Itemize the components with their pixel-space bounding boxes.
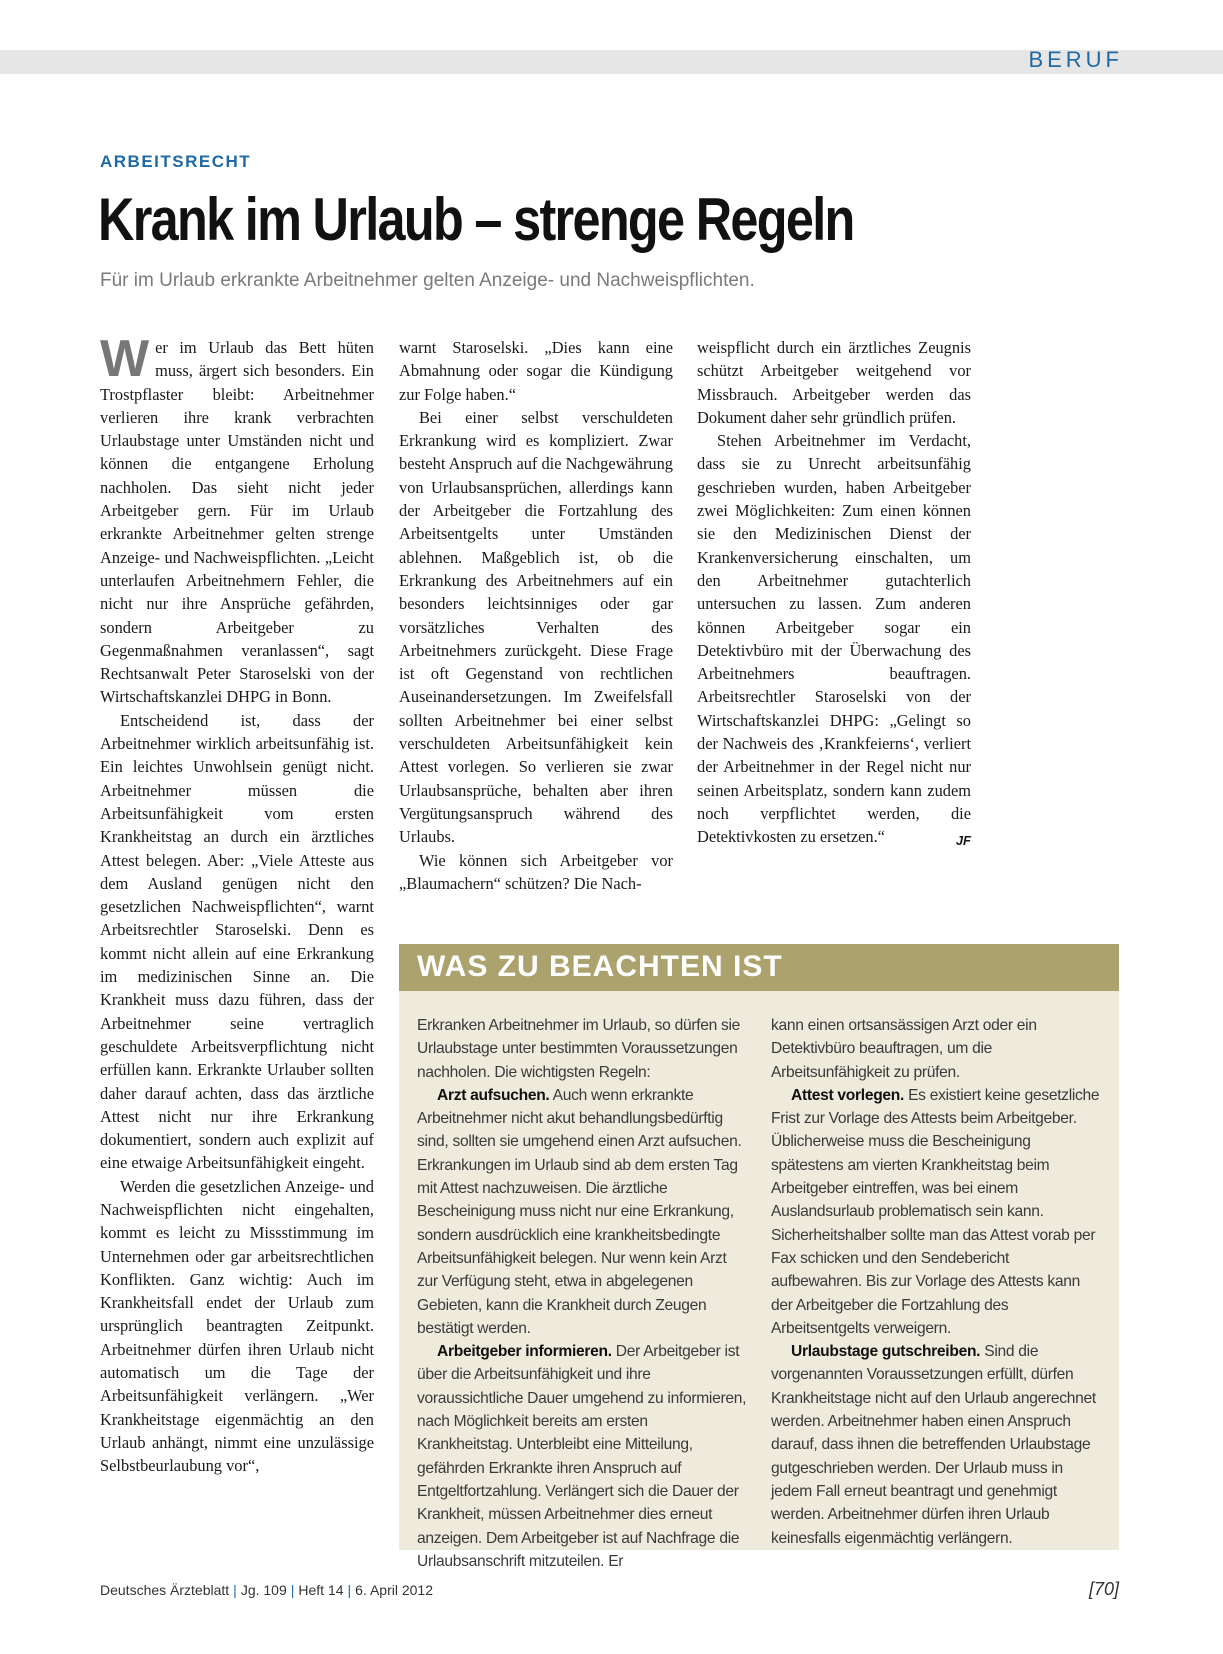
article-column-3 — [697, 336, 971, 852]
info-box-item-continued: kann einen ortsansässigen Arzt oder ein Detektivbüro beauftragen, um die Arbeitsunfähigkeit zu prüfen. — [771, 1017, 1037, 1081]
info-box-item-heading: Arzt aufsuchen. — [437, 1086, 550, 1104]
info-box-column-1 — [417, 1014, 747, 1573]
info-box-item-heading: Arbeitgeber informieren. — [437, 1343, 612, 1361]
info-box-item-text: Es existiert keine gesetzliche Frist zur Vorlage des Attests beim Arbeitgeber. Üblicherweise muss die Bescheinigung spätestens am vierten Krankheitstag beim Arbeitgeber eintreffen, was bei einem Auslandsurlaub problematisch sein kann. Sicherheitshalber sollte man das Attest vorab per Fax schicken und den Sendebericht aufbewahren. Bis zur Vorlage des Attests kann der Arbeitgeber die Fortzahlung des Arbeitsentgelts verweigern. — [771, 1086, 1100, 1337]
info-box-item — [417, 1340, 747, 1573]
paragraph — [100, 330, 374, 709]
paragraph: Bei einer selbst verschuldeten Erkrankung wird es kompliziert. Zwar besteht Anspruch auf die Nachgewährung von Urlaubsansprüchen, allerdings kann der Arbeitgeber die Fortzahlung des Arbeitsentgelts unter Umständen ablehnen. Maßgeblich ist, ob die Erkrankung des Arbeitnehmers auf ein besonders leichtsinniges oder gar vorsätzliches Verhalten des Arbeitnehmers zurückgeht. Diese Frage ist oft Gegenstand von rechtlichen Auseinandersetzungen. Im Zweifelsfall sollten Arbeitnehmer bei einer selbst verschuldeten Arbeitsunfähigkeit kein Attest vorlegen. So verlieren sie zwar Urlaubsansprüche, behalten aber ihren Vergütungsanspruch während des Urlaubs. — [399, 407, 673, 847]
paragraph-text: er im Urlaub das Bett hüten muss, ärgert sich besonders. Ein Trostpflaster bleibt: Arbeitnehmer verlieren ihre krank verbrachten Urlaubstage unter Umständen nicht und können die entgangene Erholung nachholen. Das sieht nicht jeder Arbeitgeber gern. Für im Urlaub erkrankte Arbeitnehmer gelten strenge Anzeige- und Nachweispflichten. „Leicht unterlaufen Arbeitnehmern Fehler, die nicht nur ihre Ansprüche gefährden, sondern Arbeitgeber zu Gegenmaßnahmen veranlassen“, sagt Rechtsanwalt Peter Staroselski von der Wirtschaftskanzlei DHPG in Bonn. — [100, 338, 374, 707]
article-headline: Krank im Urlaub – strenge Regeln — [98, 186, 854, 253]
paragraph: Entscheidend ist, dass der Arbeitnehmer wirklich arbeitsunfähig ist. Ein leichtes Unwohlsein genügt nicht. Arbeitnehmer müssen die Arbeitsunfähigkeit vom ersten Krankheitstag an durch ein ärztliches Attest belegen. Aber: „Viele Atteste aus dem Ausland genügen nicht den gesetzlichen Nachweispflichten“, warnt Arbeitsrechtler Staroselski. Denn es kommt nicht allein auf eine Erkrankung im medizinischen Sinne an. Die Krankheit muss dazu führen, dass der Arbeitnehmer seine vertraglich geschuldete Arbeitsverpflichtung nicht erfüllen kann. Erkrankte Urlauber sollten daher darauf achten, dass das ärztliche Attest nicht nur ihre Erkrankung dokumentiert, sondern auch explizit auf eine etwaige Arbeitsunfähigkeit eingeht. — [100, 710, 374, 1173]
article-kicker: ARBEITSRECHT — [100, 152, 252, 171]
separator: | — [290, 1582, 295, 1598]
footer-volume: Jg. 109 — [240, 1582, 287, 1598]
info-box-item — [417, 1084, 747, 1340]
footer-issue: Heft 14 — [298, 1582, 344, 1598]
info-box-column-2 — [771, 1014, 1101, 1550]
paragraph: weispflicht durch ein ärztliches Zeugnis schützt Arbeitgeber weitgehend vor Missbrauch. Arbeitgeber werden das Dokument daher sehr gründlich prüfen. — [697, 338, 971, 427]
info-box-item-text: Sind die vorgenannten Voraussetzungen erfüllt, dürfen Krankheitstage nicht auf den Urlaub angerechnet werden. Arbeitnehmer haben einen Anspruch darauf, dass ihnen die betreffenden Urlaubstage gutgeschrieben werden. Der Urlaub muss in jedem Fall erneut beantragt und genehmigt werden. Arbeitnehmer dürfen ihren Urlaub keinesfalls eigenmächtig verlängern. — [771, 1343, 1096, 1547]
info-box-item-text: Der Arbeitgeber ist über die Arbeitsunfähigkeit und ihre voraussichtliche Dauer umgehend zu informieren, nach Möglichkeit bereits am ersten Krankheitstag. Unterbleibt eine Mitteilung, gefährden Erkrankte ihren Anspruch auf Entgeltfortzahlung. Verlängert sich die Dauer der Krankheit, müssen Arbeitnehmer dies erneut anzeigen. Dem Arbeitgeber ist auf Nachfrage die Urlaubsanschrift mitzuteilen. Er — [417, 1343, 747, 1570]
info-box-header — [399, 944, 1119, 991]
separator: | — [233, 1582, 237, 1598]
footer-date: 6. April 2012 — [355, 1582, 434, 1598]
article-subtitle: Für im Urlaub erkrankte Arbeitnehmer gelten Anzeige- und Nachweispflichten. — [100, 270, 755, 291]
info-box-intro: Erkranken Arbeitnehmer im Urlaub, so dürfen sie Urlaubstage unter bestimmten Voraussetzungen nachholen. Die wichtigsten Regeln: — [417, 1017, 741, 1081]
paragraph: warnt Staroselski. „Dies kann eine Abmahnung oder sogar die Kündigung zur Folge haben.“ — [399, 338, 673, 404]
paragraph: Wie können sich Arbeitgeber vor „Blaumachern“ schützen? Die Nach- — [399, 850, 673, 893]
footer-citation — [100, 1582, 433, 1598]
page-number: [70] — [1088, 1579, 1119, 1599]
info-box-title: WAS ZU BEACHTEN IST — [417, 950, 783, 983]
article-column-2 — [399, 336, 673, 895]
paragraph: Stehen Arbeitnehmer im Verdacht, dass sie zu Unrecht arbeitsunfähig geschrieben wurden, haben Arbeitgeber zwei Möglichkeiten: Zum einen können sie den Medizinischen Dienst der Krankenversicherung einschalten, um den Arbeitnehmer gutachterlich untersuchen zu lassen. Zum anderen können Arbeitgeber sogar ein Detektivbüro mit der Überwachung des Arbeitnehmers beauftragen. Arbeitsrechtler Staroselski von der Wirtschaftskanzlei DHPG: „Gelingt so der Nachweis des ‚Krankfeierns‘, verliert der Arbeitnehmer in der Regel nicht nur seinen Arbeitsplatz, sondern kann zudem noch verpflichtet werden, die Detektivkosten zu ersetzen.“ — [697, 431, 971, 847]
info-box-item — [771, 1340, 1101, 1550]
section-label: BERUF — [1028, 47, 1123, 72]
info-box-item-heading: Attest vorlegen. — [791, 1086, 905, 1104]
drop-cap: W — [100, 330, 150, 388]
footer-publication: Deutsches Ärzteblatt — [100, 1582, 230, 1598]
info-box-item — [771, 1084, 1101, 1340]
article-column-1 — [100, 330, 374, 1478]
info-box-item-text: Auch wenn erkrankte Arbeitnehmer nicht akut behandlungsbedürftig sind, sollten sie umgehend einen Arzt aufsuchen. Erkrankungen im Urlaub sind ab dem ersten Tag mit Attest nachzuweisen. Die ärztliche Bescheinigung muss nicht nur eine Erkrankung, sondern ausdrücklich eine krankheitsbedingte Arbeitsunfähigkeit belegen. Nur wenn kein Arzt zur Verfügung steht, etwa in abgelegenen Gebieten, kann die Krankheit durch Zeugen bestätigt werden. — [417, 1086, 742, 1337]
info-box — [399, 944, 1119, 1570]
info-box-item-heading: Urlaubstage gutschreiben. — [791, 1343, 981, 1361]
separator: | — [347, 1582, 352, 1598]
paragraph: Werden die gesetzlichen Anzeige- und Nachweispflichten nicht eingehalten, kommt es leicht zu Missstimmung im Unternehmen oder gar arbeitsrechtlichen Konflikten. Ganz wichtig: Auch im Krankheitsfall endet der Urlaub zum ursprünglich beantragten Zeitpunkt. Arbeitnehmer dürfen ihren Urlaub nicht automatisch um die Tage der Arbeitsunfähigkeit verlängern. „Wer Krankheitstage eigenmächtig an den Urlaub anhängt, nimmt eine unzulässige Selbstbeurlaubung vor“, — [100, 1176, 374, 1476]
author-initials: JF — [955, 832, 971, 848]
